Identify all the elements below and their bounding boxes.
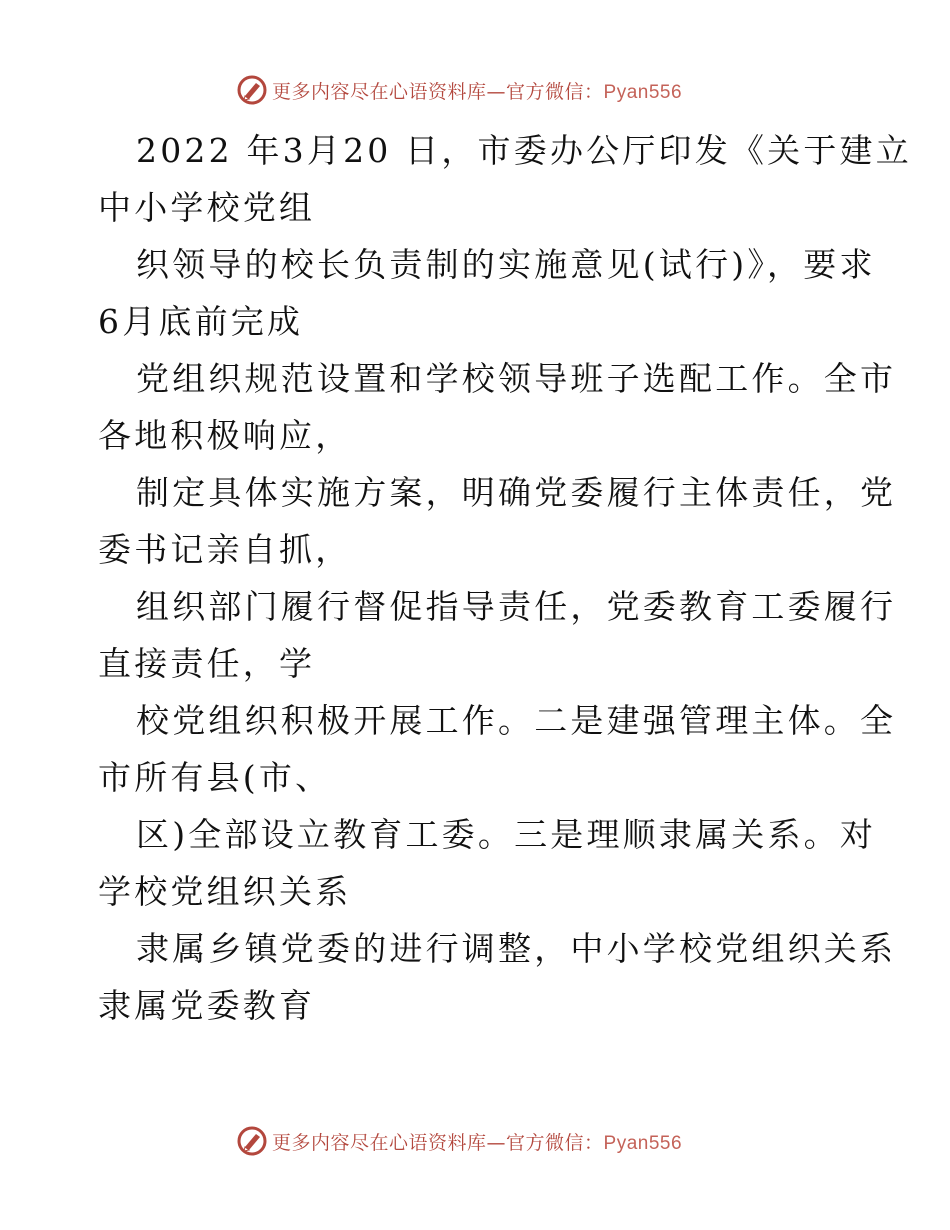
pen-logo-icon	[236, 74, 268, 106]
paragraph-2-line-1: 织领导的校长负责制的实施意见(试行)》，要求	[136, 245, 876, 284]
header-watermark	[236, 73, 682, 107]
paragraph-8-line-2: 隶属党委教育	[98, 986, 316, 1025]
wechat-id: Pyan556	[603, 1132, 683, 1154]
paragraph-4-line-2: 委书记亲自抓，	[98, 530, 352, 569]
paragraph-5-line-1: 组织部门履行督促指导责任，党委教育工委履行	[136, 587, 897, 626]
wechat-id: Pyan556	[603, 81, 683, 103]
pen-logo-icon	[236, 1125, 268, 1157]
paragraph-7-line-1: 区)全部设立教育工委。三是理顺隶属关系。对	[136, 815, 877, 854]
paragraph-8-line-1: 隶属乡镇党委的进行调整，中小学校党组织关系	[136, 929, 897, 968]
footer-watermark	[236, 1124, 682, 1158]
document-body	[98, 122, 912, 1034]
paragraph-3-line-2: 各地积极响应，	[98, 416, 352, 455]
paragraph-1-line-2: 中小学校党组	[98, 188, 316, 227]
watermark-text: 更多内容尽在心语资料库—官方微信：Pyan556	[272, 1131, 683, 1154]
paragraph-6-line-2: 市所有县(市、	[98, 758, 332, 797]
watermark-text: 更多内容尽在心语资料库—官方微信：Pyan556	[272, 80, 683, 103]
paragraph-4-line-1: 制定具体实施方案，明确党委履行主体责任，党	[136, 473, 897, 512]
paragraph-1-line-1: 2022 年3月20 日，市委办公厅印发《关于建立	[136, 131, 912, 170]
paragraph-2-line-2: 6月底前完成	[98, 302, 304, 341]
paragraph-5-line-2: 直接责任，学	[98, 644, 316, 683]
paragraph-3-line-1: 党组织规范设置和学校领导班子选配工作。全市	[136, 359, 897, 398]
paragraph-6-line-1: 校党组织积极开展工作。二是建强管理主体。全	[136, 701, 897, 740]
paragraph-7-line-2: 学校党组织关系	[98, 872, 352, 911]
